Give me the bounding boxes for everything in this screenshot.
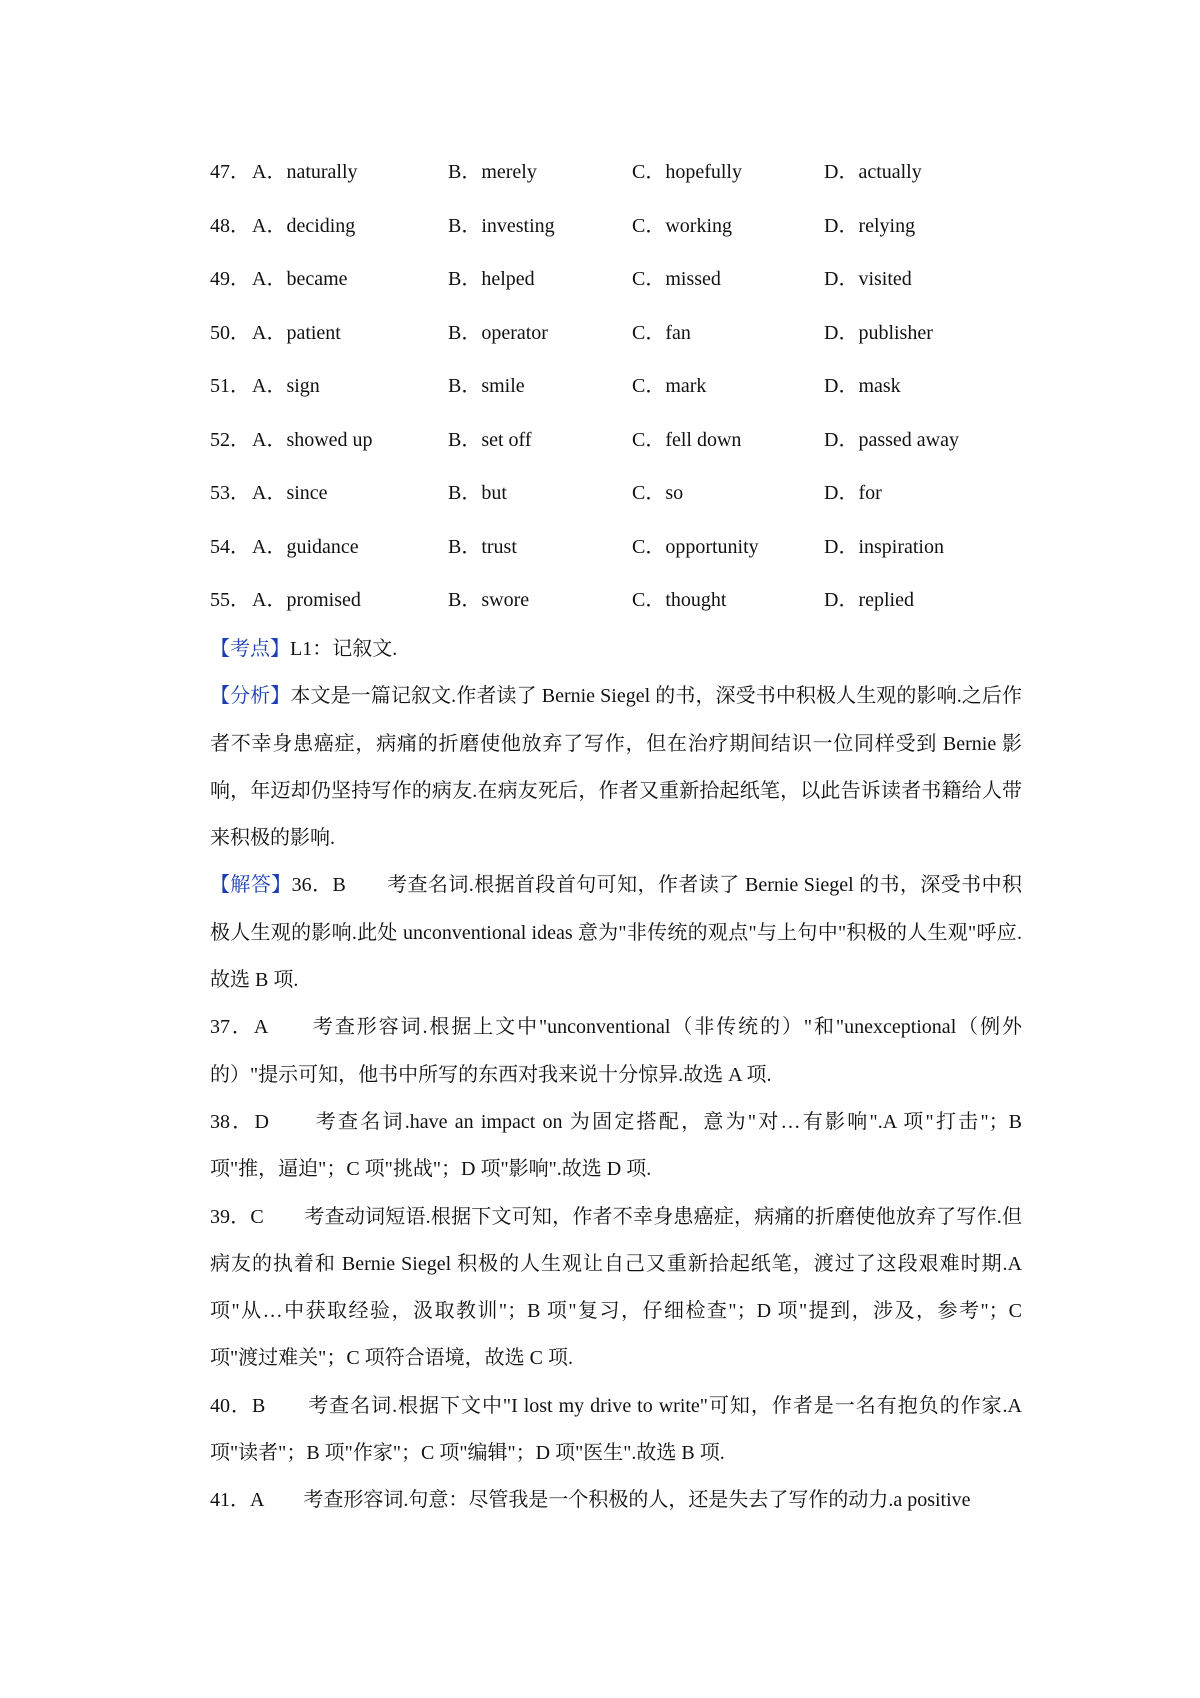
option-row bbox=[210, 527, 1030, 581]
option-a: A．patient bbox=[252, 321, 341, 344]
question-number: 53． bbox=[210, 482, 250, 504]
option-b: B．investing bbox=[448, 214, 555, 237]
option-a: A．sign bbox=[252, 375, 320, 397]
option-d: D．mask bbox=[824, 375, 901, 397]
question-number: 49． bbox=[210, 268, 250, 290]
option-row bbox=[210, 420, 1030, 474]
answer-paragraph: 38．D 考查名词.have an impact on 为固定搭配，意为"对…有影响".A 项"打击"；B 项"推，逼迫"；C 项"挑战"；D 项"影响".故选 D 项. bbox=[210, 1110, 1022, 1181]
option-c: C．mark bbox=[632, 375, 707, 397]
option-b: B．operator bbox=[448, 321, 548, 344]
option-row bbox=[210, 313, 1030, 367]
option-row bbox=[210, 259, 1030, 313]
kaodian-tag: 【考点】 bbox=[210, 638, 290, 660]
option-a: A．guidance bbox=[252, 535, 359, 558]
option-c: C．working bbox=[632, 214, 732, 237]
option-a: A．since bbox=[252, 482, 328, 504]
option-c: C．missed bbox=[632, 268, 721, 290]
fenxi-paragraph bbox=[210, 673, 1022, 862]
option-d: D．passed away bbox=[824, 428, 959, 451]
answer-paragraph: 41．A 考查形容词.句意：尽管我是一个积极的人，还是失去了写作的动力.a positive bbox=[210, 1489, 971, 1512]
option-row bbox=[210, 473, 1030, 527]
jieda-paragraph bbox=[210, 862, 1022, 1004]
option-b: B．trust bbox=[448, 535, 517, 558]
question-number: 51． bbox=[210, 375, 250, 397]
option-d: D．inspiration bbox=[824, 535, 944, 558]
option-b: B．helped bbox=[448, 268, 535, 290]
question-number: 54． bbox=[210, 535, 250, 558]
option-row bbox=[210, 152, 1030, 206]
option-c: C．so bbox=[632, 482, 684, 504]
option-d: D．visited bbox=[824, 268, 912, 290]
kaodian-text: L1：记叙文. bbox=[290, 638, 398, 660]
option-row bbox=[210, 206, 1030, 260]
option-a: A．naturally bbox=[252, 161, 358, 183]
option-b: B．set off bbox=[448, 428, 532, 451]
kaodian-paragraph bbox=[210, 626, 1022, 673]
fenxi-tag: 【分析】 bbox=[210, 685, 291, 708]
option-c: C．fell down bbox=[632, 428, 742, 451]
option-c: C．hopefully bbox=[632, 161, 742, 183]
answer-paragraph: 40．B 考查名词.根据下文中"I lost my drive to write"可知，作者是一名有抱负的作家.A 项"读者"；B 项"作家"；C 项"编辑"；D 项"医生".故选 B 项. bbox=[210, 1394, 1022, 1465]
option-a: A．promised bbox=[252, 589, 361, 611]
option-a: A．deciding bbox=[252, 214, 356, 237]
option-d: D．for bbox=[824, 482, 882, 504]
option-c: C．thought bbox=[632, 589, 727, 611]
option-b: B．swore bbox=[448, 589, 530, 611]
option-a: A．showed up bbox=[252, 428, 373, 451]
answer-paragraph: 37．A 考查形容词.根据上文中"unconventional（非传统的）"和"unexceptional（例外的）"提示可知，他书中所写的东西对我来说十分惊异.故选 A 项. bbox=[210, 1016, 1022, 1086]
option-b: B．merely bbox=[448, 161, 537, 183]
option-d: D．replied bbox=[824, 589, 914, 611]
options-table bbox=[210, 152, 1030, 634]
option-b: B．smile bbox=[448, 375, 525, 397]
question-number: 55． bbox=[210, 589, 250, 611]
option-a: A．became bbox=[252, 268, 348, 290]
question-number: 47． bbox=[210, 161, 250, 183]
option-d: D．publisher bbox=[824, 321, 933, 344]
jieda-tag: 【解答】 bbox=[210, 874, 292, 897]
option-b: B．but bbox=[448, 482, 507, 504]
fenxi-text: 本文是一篇记叙文.作者读了 Bernie Siegel 的书，深受书中积极人生观的影响.之后作者不幸身患癌症，病痛的折磨使他放弃了写作，但在治疗期间结识一位同样受到 Bernie 影响，年迈却仍坚持写作的病友.在病友死后，作者又重新拾起纸笔，以此告诉读者书籍给人带来积极的影响. bbox=[210, 685, 1022, 850]
question-number: 50． bbox=[210, 321, 250, 344]
question-number: 52． bbox=[210, 428, 250, 451]
option-d: D．relying bbox=[824, 214, 916, 237]
option-c: C．fan bbox=[632, 321, 691, 344]
option-c: C．opportunity bbox=[632, 535, 759, 558]
answer-paragraph: 39．C 考查动词短语.根据下文可知，作者不幸身患癌症，病痛的折磨使他放弃了写作.但病友的执着和 Bernie Siegel 积极的人生观让自己又重新拾起纸笔，渡过了这段艰难时期.A 项"从…中获取经验，汲取教训"；B 项"复习，仔细检查"；D 项"提到，涉及，参考"；C 项"渡过难关"；C 项符合语境，故选 C 项. bbox=[210, 1205, 1022, 1370]
jieda-text: 36．B 考查名词.根据首段首句可知，作者读了 Bernie Siegel 的书，深受书中积极人生观的影响.此处 unconventional ideas 意为"非传统的观点"与上句中"积极的人生观"呼应.故选 B 项. bbox=[210, 874, 1023, 992]
option-row bbox=[210, 366, 1030, 420]
option-d: D．actually bbox=[824, 161, 922, 183]
question-number: 48． bbox=[210, 214, 250, 237]
analysis-section bbox=[210, 626, 1022, 1525]
